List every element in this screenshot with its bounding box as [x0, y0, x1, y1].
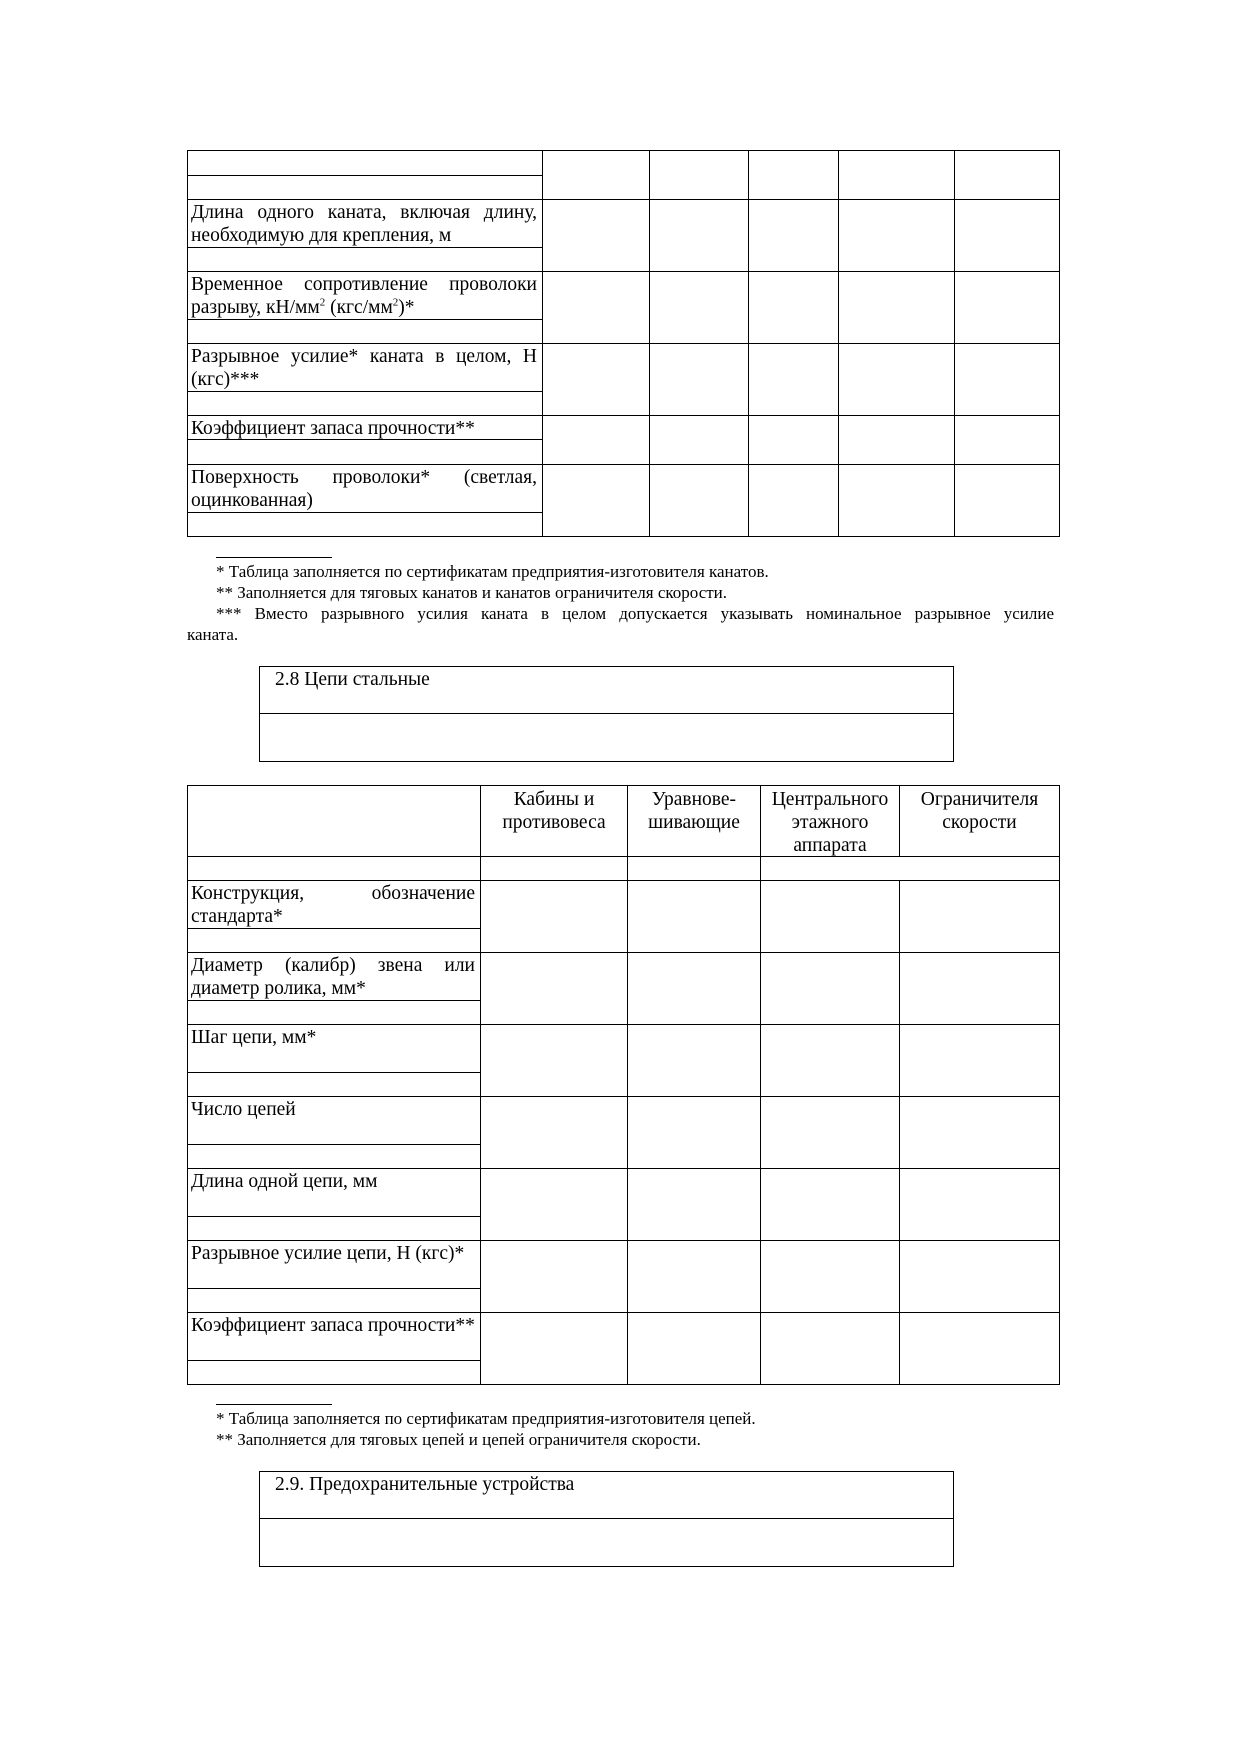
rope-table-subline [187, 247, 543, 248]
chain-table-col-line [760, 785, 761, 1384]
chain-label-pitch: Шаг цепи, мм* [191, 1027, 317, 1048]
chain-table-subline [187, 1072, 481, 1073]
rope-label-length: Длина одного каната, включая длину, необходимую для крепления, м [191, 202, 537, 246]
rope-label-wire-surface: Поверхность проволоки* (светлая, оцинкованная) [191, 467, 537, 511]
chain-table-row-line [187, 1312, 1060, 1313]
chain-table-subline [187, 1216, 481, 1217]
chain-label-length: Длина одной цепи, мм [191, 1171, 378, 1192]
chain-table-subline [187, 928, 481, 929]
chain-table-subline [187, 1144, 481, 1145]
chain-table-header-line [187, 856, 1060, 857]
section-safety-title: 2.9. Предохранительные устройства [275, 1474, 575, 1495]
rope-table-subline [187, 319, 543, 320]
chain-table-left-border [187, 785, 188, 1384]
chain-table-row-line [187, 880, 1060, 881]
rope-label-tensile-strength: Временное сопротивление проволоки разрыву, $кН/мм^2$ $(кгс/мм^2)*$ [191, 274, 537, 318]
footnote-separator [216, 1404, 332, 1405]
chain-table-col-line [627, 785, 628, 1384]
chain-table-bottom-border [187, 1384, 1060, 1385]
rope-table-left-border [187, 150, 188, 536]
rope-table-top-border [187, 150, 1060, 151]
rope-table-row-line [187, 199, 1060, 200]
chain-header-balancing: Уравнове- шивающие [648, 789, 740, 833]
chain-table-col-line [480, 785, 481, 1384]
section-safety-divider [259, 1518, 954, 1519]
chain-table-col-line [899, 880, 900, 1384]
chain-table-subline [187, 1288, 481, 1289]
chain-label-safety-factor: Коэффициент запаса прочности** [191, 1315, 475, 1336]
chain-table-subline [187, 1360, 481, 1361]
rope-footnote-1: * Таблица заполняется по сертификатам предприятия-изготовителя канатов. [216, 562, 769, 581]
rope-label-breaking-force: Разрывное усилие* каната в целом, Н (кгс)*** [191, 346, 537, 390]
chain-label-diameter: Диаметр (калибр) звена или диаметр ролика, мм* [191, 955, 475, 999]
chain-table-right-border [1059, 785, 1060, 1384]
rope-table-row-line [187, 271, 1060, 272]
chain-table-row-line [187, 952, 1060, 953]
chain-table-row-line [187, 1024, 1060, 1025]
rope-footnote-3-continued: каната. [187, 625, 239, 644]
chain-footnote-2: ** Заполняется для тяговых цепей и цепей ограничителя скорости. [216, 1430, 701, 1449]
section-chains-divider [259, 713, 954, 714]
chain-label-count: Число цепей [191, 1099, 296, 1120]
chain-table-row-line [187, 1240, 1060, 1241]
rope-table-subline [187, 512, 543, 513]
chain-table-row-line [187, 1168, 1060, 1169]
chain-label-breaking-force: Разрывное усилие цепи, Н (кгс)* [191, 1243, 465, 1264]
chain-header-cabin-counterweight: Кабины и противовеса [502, 789, 606, 833]
chain-header-speed-limiter: Ограничителя скорости [920, 789, 1039, 833]
rope-table-col-line [954, 150, 955, 536]
rope-table-col-line [838, 150, 839, 536]
rope-table-bottom-border [187, 536, 1060, 537]
footnote-separator [216, 557, 332, 558]
chain-footnote-1: * Таблица заполняется по сертификатам предприятия-изготовителя цепей. [216, 1409, 756, 1428]
rope-table-col-line [542, 150, 543, 536]
rope-table-subline [187, 391, 543, 392]
chain-table-subline [187, 1000, 481, 1001]
chain-label-construction: Конструкция, обозначение стандарта* [191, 883, 475, 927]
rope-table-row-line [187, 343, 1060, 344]
rope-table-col-line [748, 150, 749, 536]
section-chains-title: 2.8 Цепи стальные [275, 669, 430, 690]
rope-label-safety-factor: Коэффициент запаса прочности** [191, 418, 475, 439]
rope-footnote-2: ** Заполняется для тяговых канатов и канатов ограничителя скорости. [216, 583, 728, 602]
rope-table-col-line [649, 150, 650, 536]
rope-table-row-line [187, 464, 1060, 465]
chain-table-top-border [187, 785, 1060, 786]
rope-footnote-3: *** Вместо разрывного усилия каната в целом допускается указывать номинальное разрывное усилие [216, 604, 1054, 623]
chain-header-central-floor-device: Центрального этажного аппарата [771, 789, 889, 856]
chain-table-row-line [187, 1096, 1060, 1097]
rope-table-right-border [1059, 150, 1060, 536]
rope-table-subline [187, 175, 543, 176]
rope-table-row-line [187, 415, 1060, 416]
